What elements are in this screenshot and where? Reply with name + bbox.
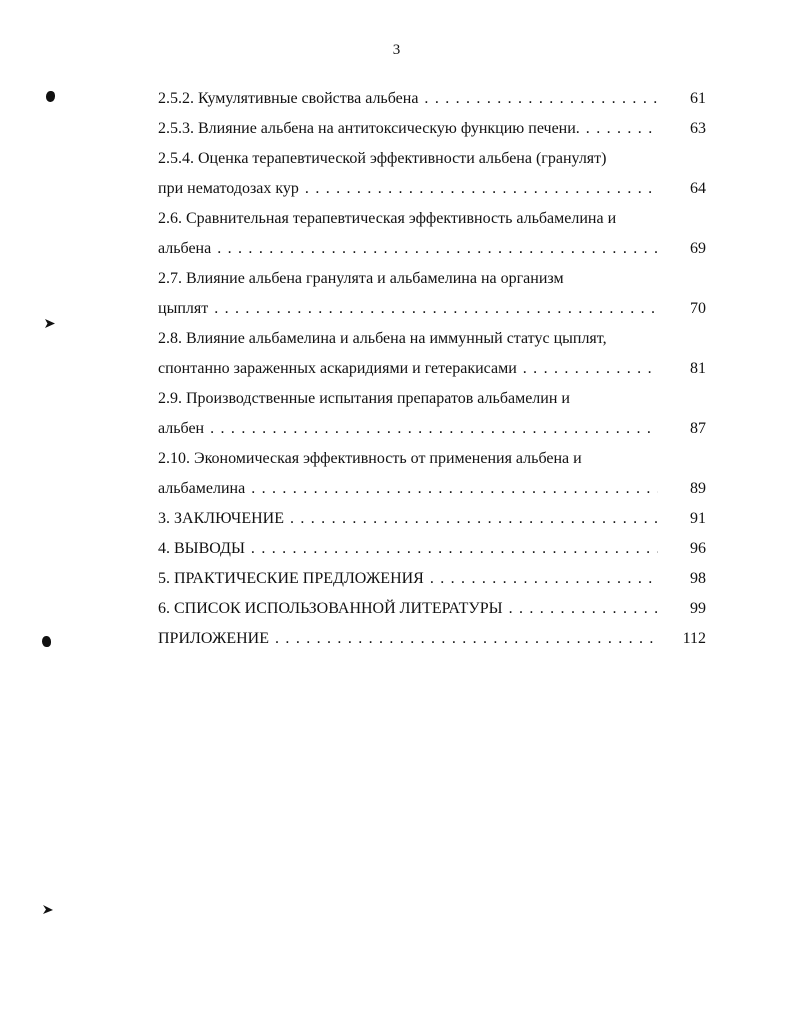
toc-entry [158, 324, 706, 384]
toc-entry-line [158, 504, 706, 534]
toc-page-number: 61 [690, 90, 706, 107]
dot-leader [424, 84, 658, 114]
toc-page-number: 99 [690, 600, 706, 617]
toc-page-number: 70 [690, 300, 706, 317]
toc-entry-line [158, 114, 706, 144]
toc-entry-line [158, 564, 706, 594]
toc-page-number: 98 [690, 570, 706, 587]
dot-leader [523, 354, 658, 384]
toc-entry [158, 264, 706, 324]
dot-leader [214, 294, 658, 324]
toc-entry-title: 2.6. Сравнительная терапевтическая эффективность альбамелина и [158, 210, 617, 227]
toc-entry-line [158, 534, 706, 564]
toc-entry-line [158, 144, 706, 174]
toc-entry [158, 384, 706, 444]
toc-page-number: 81 [690, 360, 706, 377]
toc-entry-title: ПРИЛОЖЕНИЕ [158, 630, 270, 647]
toc-page-number: 63 [690, 120, 706, 137]
dot-leader [290, 504, 658, 534]
toc-page-number: 64 [690, 180, 706, 197]
toc-entry-title: 4. ВЫВОДЫ [158, 540, 245, 557]
toc-entry-line [158, 204, 706, 234]
dot-leader [217, 234, 658, 264]
toc-entry-line [158, 384, 706, 414]
toc-entry-line [158, 84, 706, 114]
toc-entry-title: 3. ЗАКЛЮЧЕНИЕ [158, 510, 284, 527]
punch-hole-mark [45, 319, 55, 328]
toc-entry-line [158, 474, 706, 504]
toc-entry [158, 504, 706, 534]
toc-entry [158, 204, 706, 264]
punch-hole-mark [46, 91, 55, 102]
toc-entry-line [158, 414, 706, 444]
toc-entry-title: 2.10. Экономическая эффективность от применения альбена и [158, 450, 582, 467]
toc-entry-title: 2.8. Влияние альбамелина и альбена на иммунный статус цыплят, [158, 330, 607, 347]
toc-page-number: 89 [690, 480, 706, 497]
dot-leader [251, 534, 658, 564]
page-number: 3 [392, 42, 401, 58]
toc-entry-line [158, 294, 706, 324]
toc-entry-title: альбамелина [158, 480, 246, 497]
toc-page-number: 87 [690, 420, 706, 437]
dot-leader [305, 174, 658, 204]
toc-entry [158, 144, 706, 204]
toc-entry-title: цыплят [158, 300, 209, 317]
dot-leader [251, 474, 658, 504]
toc-entry-title: 2.5.4. Оценка терапевтической эффективности альбена (гранулят) [158, 150, 607, 167]
toc-entry [158, 624, 706, 654]
dot-leader [586, 114, 658, 144]
toc-entry [158, 564, 706, 594]
toc-entry-title: 2.5.2. Кумулятивные свойства альбена [158, 90, 419, 107]
toc-entry [158, 114, 706, 144]
punch-hole-mark [42, 636, 51, 647]
toc-page-number: 96 [690, 540, 706, 557]
toc-entry-title: 2.9. Производственные испытания препаратов альбамелин и [158, 390, 570, 407]
toc-entry-line [158, 354, 706, 384]
toc-entry-line [158, 234, 706, 264]
table-of-contents [158, 84, 706, 654]
toc-entry-title: 6. СПИСОК ИСПОЛЬЗОВАННОЙ ЛИТЕРАТУРЫ [158, 600, 503, 617]
dot-leader [430, 564, 658, 594]
toc-entry-title: 2.7. Влияние альбена гранулята и альбамелина на организм [158, 270, 564, 287]
toc-entry-line [158, 624, 706, 654]
toc-entry-title: альбена [158, 240, 212, 257]
toc-entry-title: спонтанно зараженных аскаридиями и гетеракисами [158, 360, 517, 377]
toc-page-number: 91 [690, 510, 706, 527]
toc-entry [158, 594, 706, 624]
toc-entry [158, 84, 706, 114]
toc-entry-title: 2.5.3. Влияние альбена на антитоксическую функцию печени. [158, 120, 580, 137]
toc-page-number: 69 [690, 240, 706, 257]
toc-entry-title: 5. ПРАКТИЧЕСКИЕ ПРЕДЛОЖЕНИЯ [158, 570, 424, 587]
toc-entry-line [158, 444, 706, 474]
toc-entry-line [158, 324, 706, 354]
toc-entry-title: при нематодозах кур [158, 180, 299, 197]
dot-leader [210, 414, 658, 444]
dot-leader [275, 624, 658, 654]
toc-entry-title: альбен [158, 420, 205, 437]
toc-entry-line [158, 264, 706, 294]
toc-entry-line [158, 174, 706, 204]
toc-entry-line [158, 594, 706, 624]
dot-leader [509, 594, 658, 624]
toc-entry [158, 444, 706, 504]
toc-entry [158, 534, 706, 564]
punch-hole-mark [43, 905, 53, 914]
toc-page-number: 112 [682, 630, 706, 647]
